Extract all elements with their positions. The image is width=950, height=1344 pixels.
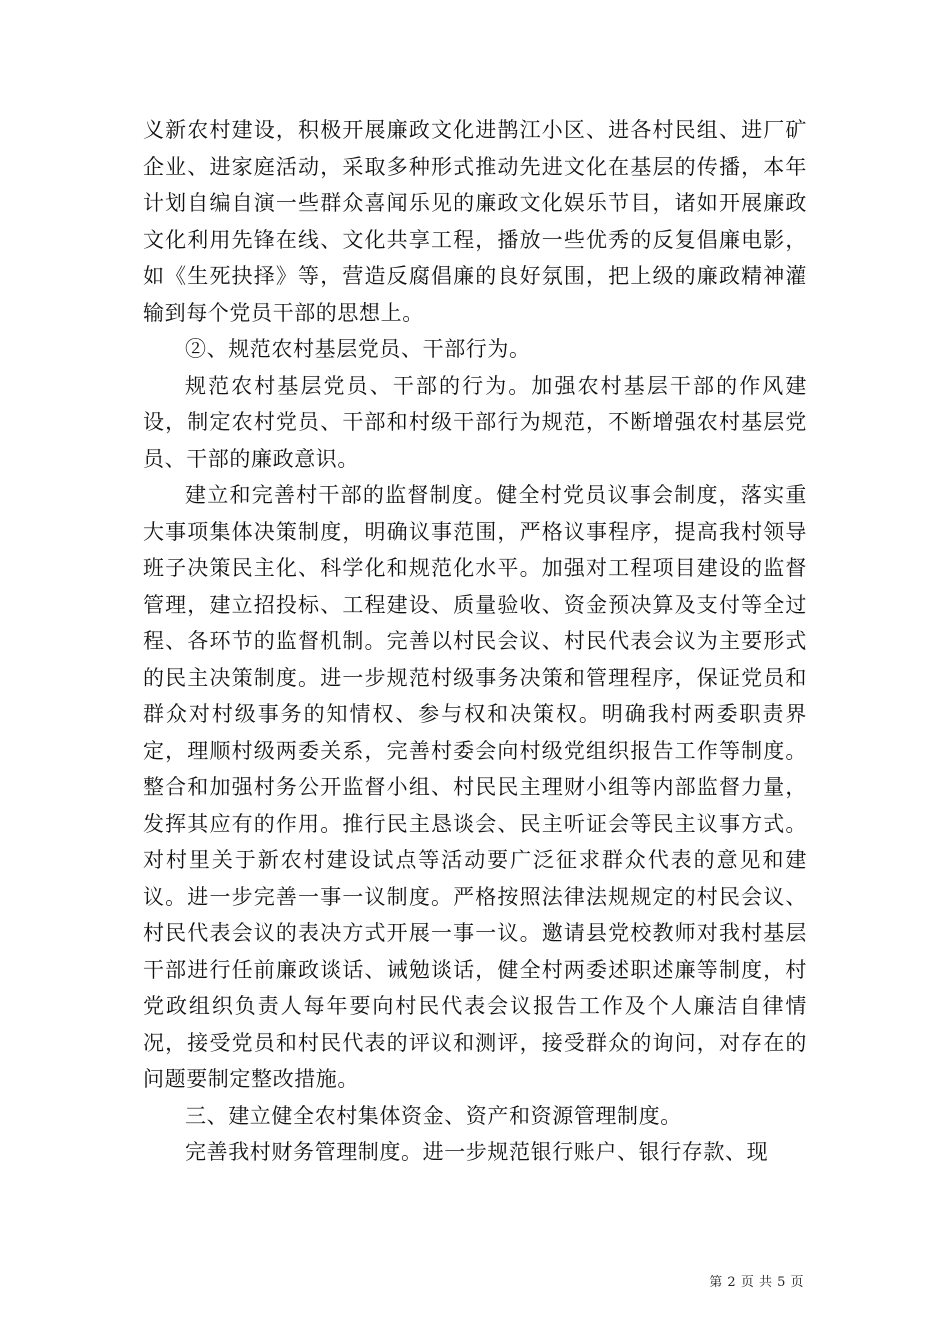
paragraph-section-heading-3: 三、建立健全农村集体资金、资产和资源管理制度。 [185, 1103, 682, 1128]
paragraph-finance-management: 完善我村财务管理制度。进一步规范银行账户、银行存款、现 [185, 1140, 769, 1164]
paragraph-supervision-system: 建立和完善村干部的监督制度。健全村党员议事会制度，落实重大事项集体决策制度，明确议事范围，严格议事程序，提高我村领导班子决策民主化、科学化和规范化水平。加强对工程项目建设的监督管理，建立招投标、工程建设、质量验收、资金预决算及支付等全过程、各环节的监督机制。完善以村民会议、村民代表会议为主要形式的民主决策制度。进一步规范村级事务决策和管理程序，保证党员和群众对村级事务的知情权、参与权和决策权。明确我村两委职责界定，理顺村级两委关系，完善村委会向村级党组织报告工作等制度。整合和加强村务公开监督小组、村民民主理财小组等内部监督力量，发挥其应有的作用。推行民主恳谈会、民主听证会等民主议事方式。对村里关于新农村建设试点等活动要广泛征求群众代表的意见和建议。进一步完善一事一议制度。严格按照法律法规规定的村民会议、村民代表会议的表决方式开展一事一议。邀请县党校教师对我村基层干部进行任前廉政谈话、诫勉谈话，健全村两委述职述廉等制度，村党政组织负责人每年要向村民代表会议报告工作及个人廉洁自律情况，接受党员和村民代表的评议和测评，接受群众的询问，对存在的问题要制定整改措施。 [143, 483, 807, 1091]
paragraph-behavior-norms: 规范农村基层党员、干部的行为。加强农村基层干部的作风建设，制定农村党员、干部和村级干部行为规范，不断增强农村基层党员、干部的廉政意识。 [143, 373, 807, 471]
page-number-footer: 第 2 页 共 5 页 [709, 1275, 804, 1290]
paragraph-continuation: 义新农村建设，积极开展廉政文化进鹊江小区、进各村民组、进厂矿企业、进家庭活动，采取多种形式推动先进文化在基层的传播，本年计划自编自演一些群众喜闻乐见的廉政文化娱乐节目，诸如开展廉政文化利用先锋在线、文化共享工程，播放一些优秀的反复倡廉电影，如《生死抉择》等，营造反腐倡廉的良好氛围，把上级的廉政精神灌输到每个党员干部的思想上。 [143, 118, 807, 325]
paragraph-subheading-2: ②、规范农村基层党员、干部行为。 [185, 337, 531, 361]
document-body [143, 112, 807, 1171]
